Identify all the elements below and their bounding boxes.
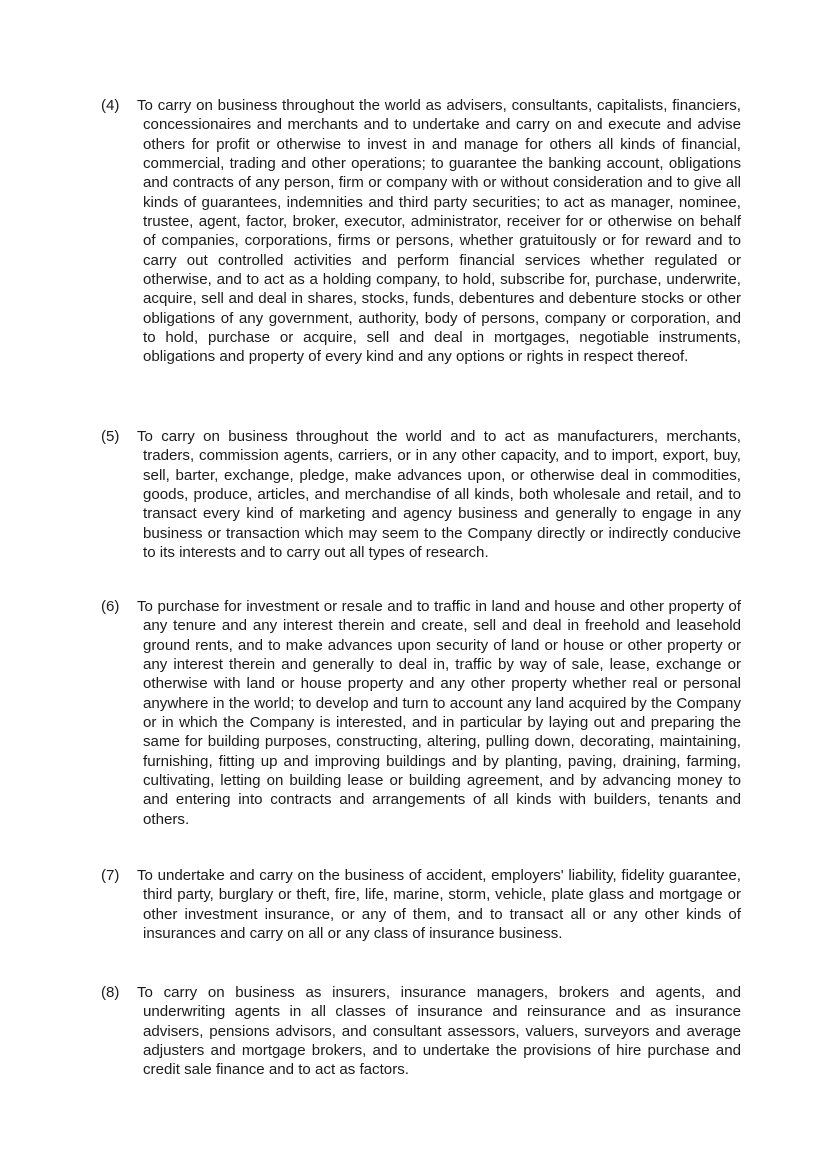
clause-6: [101, 597, 741, 829]
clause-text: To purchase for investment or resale and to traffic in land and house and other property of any tenure and any interest therein and create, sell and deal in freehold and leasehold ground rents, and to make advances upon security of land or house or other property or any interest therein and generally to deal in, traffic by way of sale, lease, exchange or otherwise with land or house property and any other property whether real or personal anywhere in the world; to develop and turn to account any land acquired by the Company or in which the Company is interested, and in particular by laying out and preparing the same for building purposes, constructing, altering, pulling down, decorating, maintaining, furnishing, fitting up and improving buildings and by planting, paving, draining, farming, cultivating, letting on building lease or building agreement, and by advancing money to and entering into contracts and arrangements of all kinds with builders, tenants and others.: [137, 598, 741, 828]
clause-7: [101, 866, 741, 943]
clause-4: [101, 96, 741, 367]
clause-number: (8): [101, 984, 120, 1001]
clause-text: To undertake and carry on the business of accident, employers' liability, fidelity guarantee, third party, burglary or theft, fire, life, marine, storm, vehicle, plate glass and mortgage or other investment insurance, or any of them, and to transact all or any other kinds of insurances and carry on all or any class of insurance business.: [137, 867, 741, 943]
clause-number: (6): [101, 598, 120, 615]
clause-5: [101, 427, 741, 562]
clause-text: To carry on business as insurers, insurance managers, brokers and agents, and underwriting agents in all classes of insurance and reinsurance and as insurance advisers, pensions advisors, and consultant assessors, valuers, surveyors and average adjusters and mortgage brokers, and to undertake the provisions of hire purchase and credit sale finance and to act as factors.: [137, 984, 741, 1079]
clause-text: To carry on business throughout the world as advisers, consultants, capitalists, financiers, concessionaires and merchants and to undertake and carry on and execute and advise others for profit or otherwise to invest in and manage for others all kinds of financial, commercial, trading and other operations; to guarantee the banking account, obligations and contracts of any person, firm or company with or without consideration and to give all kinds of guarantees, indemnities and third party securities; to act as manager, nominee, trustee, agent, factor, broker, executor, administrator, receiver for or otherwise on behalf of companies, corporations, firms or persons, whether gratuitously or for reward and to carry out controlled activities and perform financial services whether regulated or otherwise, and to act as a holding company, to hold, subscribe for, purchase, underwrite, acquire, sell and deal in shares, stocks, funds, debentures and debenture stocks or other obligations of any government, authority, body of persons, company or corporation, and to hold, purchase or acquire, sell and deal in mortgages, negotiable instruments, obligations and property of every kind and any options or rights in respect thereof.: [137, 97, 741, 366]
clause-8: [101, 983, 741, 1080]
clause-number: (4): [101, 97, 120, 114]
clause-text: To carry on business throughout the world and to act as manufacturers, merchants, traders, commission agents, carriers, or in any other capacity, and to import, export, buy, sell, barter, exchange, pledge, make advances upon, or otherwise deal in commodities, goods, produce, articles, and merchandise of all kinds, both wholesale and retail, and to transact every kind of marketing and agency business and generally to engage in any business or transaction which may seem to the Company directly or indirectly conducive to its interests and to carry out all types of research.: [137, 428, 741, 562]
clause-number: (5): [101, 428, 120, 445]
clause-number: (7): [101, 867, 120, 884]
